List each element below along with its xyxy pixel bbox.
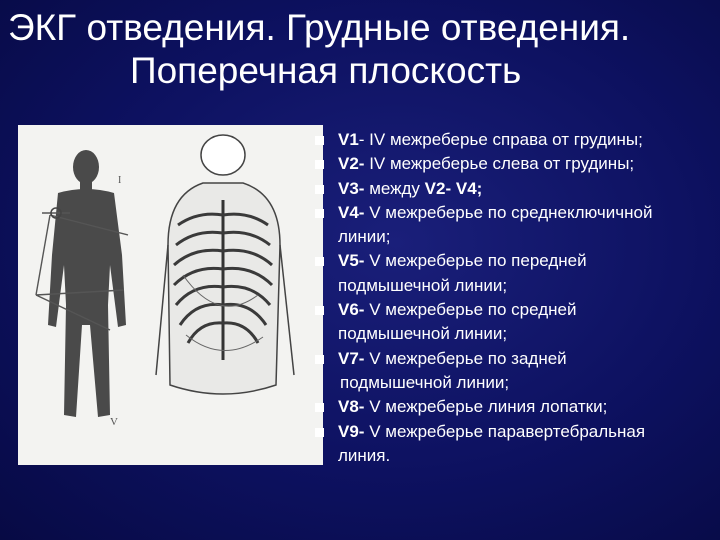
list-item-v1 [312, 128, 717, 152]
lead-name: V7- [338, 348, 365, 368]
bullet-icon [315, 160, 324, 169]
lead-description-cont: линии; [338, 227, 391, 247]
list-item-v8 [312, 395, 717, 419]
list-item-v7 [312, 347, 717, 396]
lead-name: V2- [338, 154, 365, 174]
anatomy-drawing [18, 125, 323, 465]
lead-name: V1 [338, 130, 359, 149]
lead-description: V межреберье по средней [364, 300, 577, 320]
lead-name: V8- [338, 397, 365, 417]
list-item-v5 [312, 249, 717, 298]
bullet-icon [315, 428, 324, 437]
figure-label-v: V [110, 416, 118, 428]
bullet-icon [315, 185, 324, 194]
title-line-2: Поперечная плоскость [130, 50, 522, 91]
lead-description: V межреберье по задней [364, 348, 567, 368]
lead-description: V межреберье по среднеключичной [364, 202, 653, 222]
bullet-icon [315, 355, 324, 364]
lead-name: V4- [338, 202, 365, 222]
human-silhouette [48, 150, 126, 417]
lead-description: между [364, 178, 425, 198]
lead-name: V5- [338, 251, 365, 271]
list-item-v6 [312, 298, 717, 347]
bullet-icon [315, 403, 324, 412]
slide-title [0, 6, 720, 92]
lead-name: V3- [338, 178, 365, 198]
lead-name: V9- [338, 421, 365, 441]
title-line-1: ЭКГ отведения. Грудные отведения. [8, 7, 631, 48]
list-item-v3 [312, 177, 717, 201]
bullet-icon [315, 257, 324, 266]
lead-description: - IV межреберье справа от грудины; [358, 130, 643, 149]
bullet-icon [315, 306, 324, 315]
lead-description-cont: подмышечной линии; [340, 372, 510, 392]
lead-description-cont: подмышечной линии; [338, 324, 508, 344]
lead-description: IV межреберье слева от грудины; [364, 154, 635, 174]
chest-leads-illustration [18, 125, 323, 465]
lead-description: V межреберье паравертебральная [364, 421, 646, 441]
bullet-icon [315, 209, 324, 218]
lead-description: V межреберье линия лопатки; [364, 397, 608, 417]
lead-range: V2- V4; [424, 178, 483, 198]
lead-description: V межреберье по передней [364, 251, 587, 271]
lead-name: V6- [338, 300, 365, 320]
figure-label-i: I [118, 175, 122, 186]
list-item-v2 [312, 152, 717, 176]
bullet-icon [315, 136, 324, 145]
lead-description-cont: подмышечной линии; [338, 275, 508, 295]
chest-leads-list [312, 128, 717, 468]
list-item-v9 [312, 420, 717, 469]
list-item-v4 [312, 201, 717, 250]
lead-description-cont: линия. [338, 445, 391, 465]
torso-ribcage [156, 135, 294, 394]
